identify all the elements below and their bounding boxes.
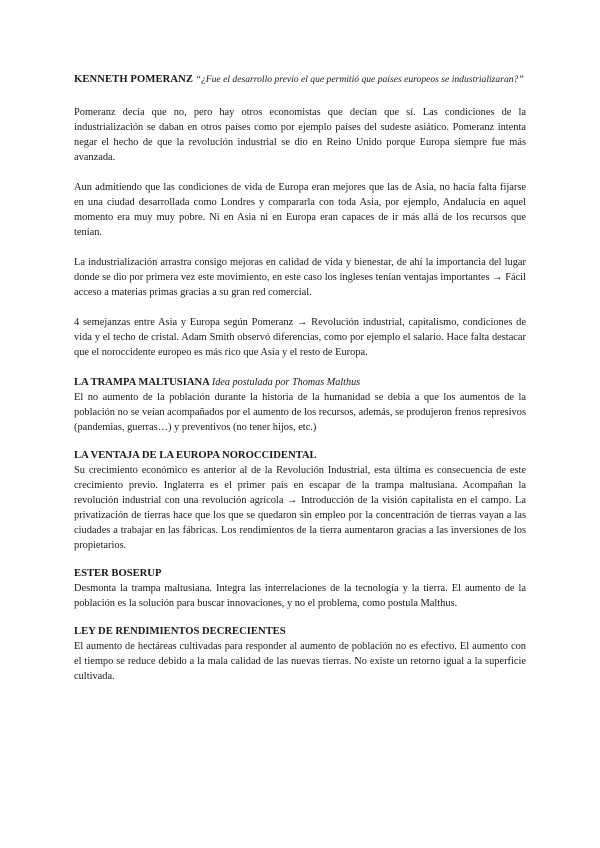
section-ventaja-europa xyxy=(74,448,526,553)
section-heading xyxy=(74,375,526,390)
intro-paragraph-4: 4 semejanzas entre Asia y Europa según Pomeranz → Revolución industrial, capitalismo, condiciones de vida y el techo de cristal. Adam Smith observó diferencias, como por ejemplo el salario. Hace falta destacar que el noroccidente europeo es más rico que Asia y el resto de Europa. xyxy=(74,317,526,358)
author-name: KENNETH POMERANZ xyxy=(74,74,194,85)
section-heading: ESTER BOSERUP xyxy=(74,568,162,579)
intro-paragraph-1: Pomeranz decía que no, pero hay otros economistas que decían que sí. Las condiciones de la industrialización se daban en otros países como por ejemplo países del sudeste asiático. Pomeranz intenta negar el hecho de que la revolución industrial se dio en Reino Unido porque Europa siempre fue más avanzada. xyxy=(74,107,526,163)
intro-paragraph-2: Aun admitiendo que las condiciones de vida de Europa eran mejores que las de Asia, no hacía falta fijarse en una ciudad desarrollada como Londres y compararla con toda Asia, por ejemplo, Andalucía en aquel momento era muy muy pobre. Ni en Asia ni en Europa eran capaces de ir más allá de los recursos que tenían. xyxy=(74,182,526,238)
section-body: Desmonta la trampa maltusiana. Integra las interrelaciones de la tecnología y la tierra. El aumento de la población es la solución para buscar innovaciones, y no el problema, como postula Malthus. xyxy=(74,583,526,609)
section-ester-boserup xyxy=(74,566,526,611)
section-trampa-maltusiana xyxy=(74,375,526,435)
document-page xyxy=(74,72,526,697)
guiding-question: “¿Fue el desarrollo previo el que permitió que países europeos se industrializaran?” xyxy=(195,74,524,85)
section-subtitle: Idea postulada por Thomas Malthus xyxy=(211,377,361,388)
section-body: Su crecimiento económico es anterior al de la Revolución Industrial, esta última es consecuencia de este crecimiento previo. Inglaterra es el primer país en escapar de la trampa maltusiana. Acompañan la revolución industrial con una revolución agrícola → Introducción de la visión capitalista en el campo. La privatización de tierras hace que los que se quedaron sin empleo por la concentración de tierras vayan a las ciudades a trabajar en las fábricas. Los rendimientos de la tierra aumentaron gracias a las inversiones de los propietarios. xyxy=(74,465,526,551)
section-title-text: LA TRAMPA MALTUSIANA xyxy=(74,377,210,388)
section-heading: LEY DE RENDIMIENTOS DECRECIENTES xyxy=(74,626,286,637)
document-header xyxy=(74,72,526,87)
section-body: El no aumento de la población durante la historia de la humanidad se debía a que los aumentos de la población no se veían acompañados por el aumento de los recursos, además, se produjeron frenos represivos (pandemias, guerras…) y preventivos (no tener hijos, etc.) xyxy=(74,392,526,433)
section-heading: LA VENTAJA DE LA EUROPA NOROCCIDENTAL xyxy=(74,450,317,461)
intro-paragraph-3: La industrialización arrastra consigo mejoras en calidad de vida y bienestar, de ahí la importancia del lugar donde se dio por primera vez este movimiento, en este caso los ingleses tenían ventajas importantes → Fácil acceso a materias primas gracias a su gran red comercial. xyxy=(74,257,526,298)
section-rendimientos-decrecientes xyxy=(74,624,526,684)
section-body: El aumento de hectáreas cultivadas para responder al aumento de población no es efectivo. El aumento con el tiempo se reduce debido a la mala calidad de las nuevas tierras. No existe un retorno igual a la superficie cultivada. xyxy=(74,641,526,682)
